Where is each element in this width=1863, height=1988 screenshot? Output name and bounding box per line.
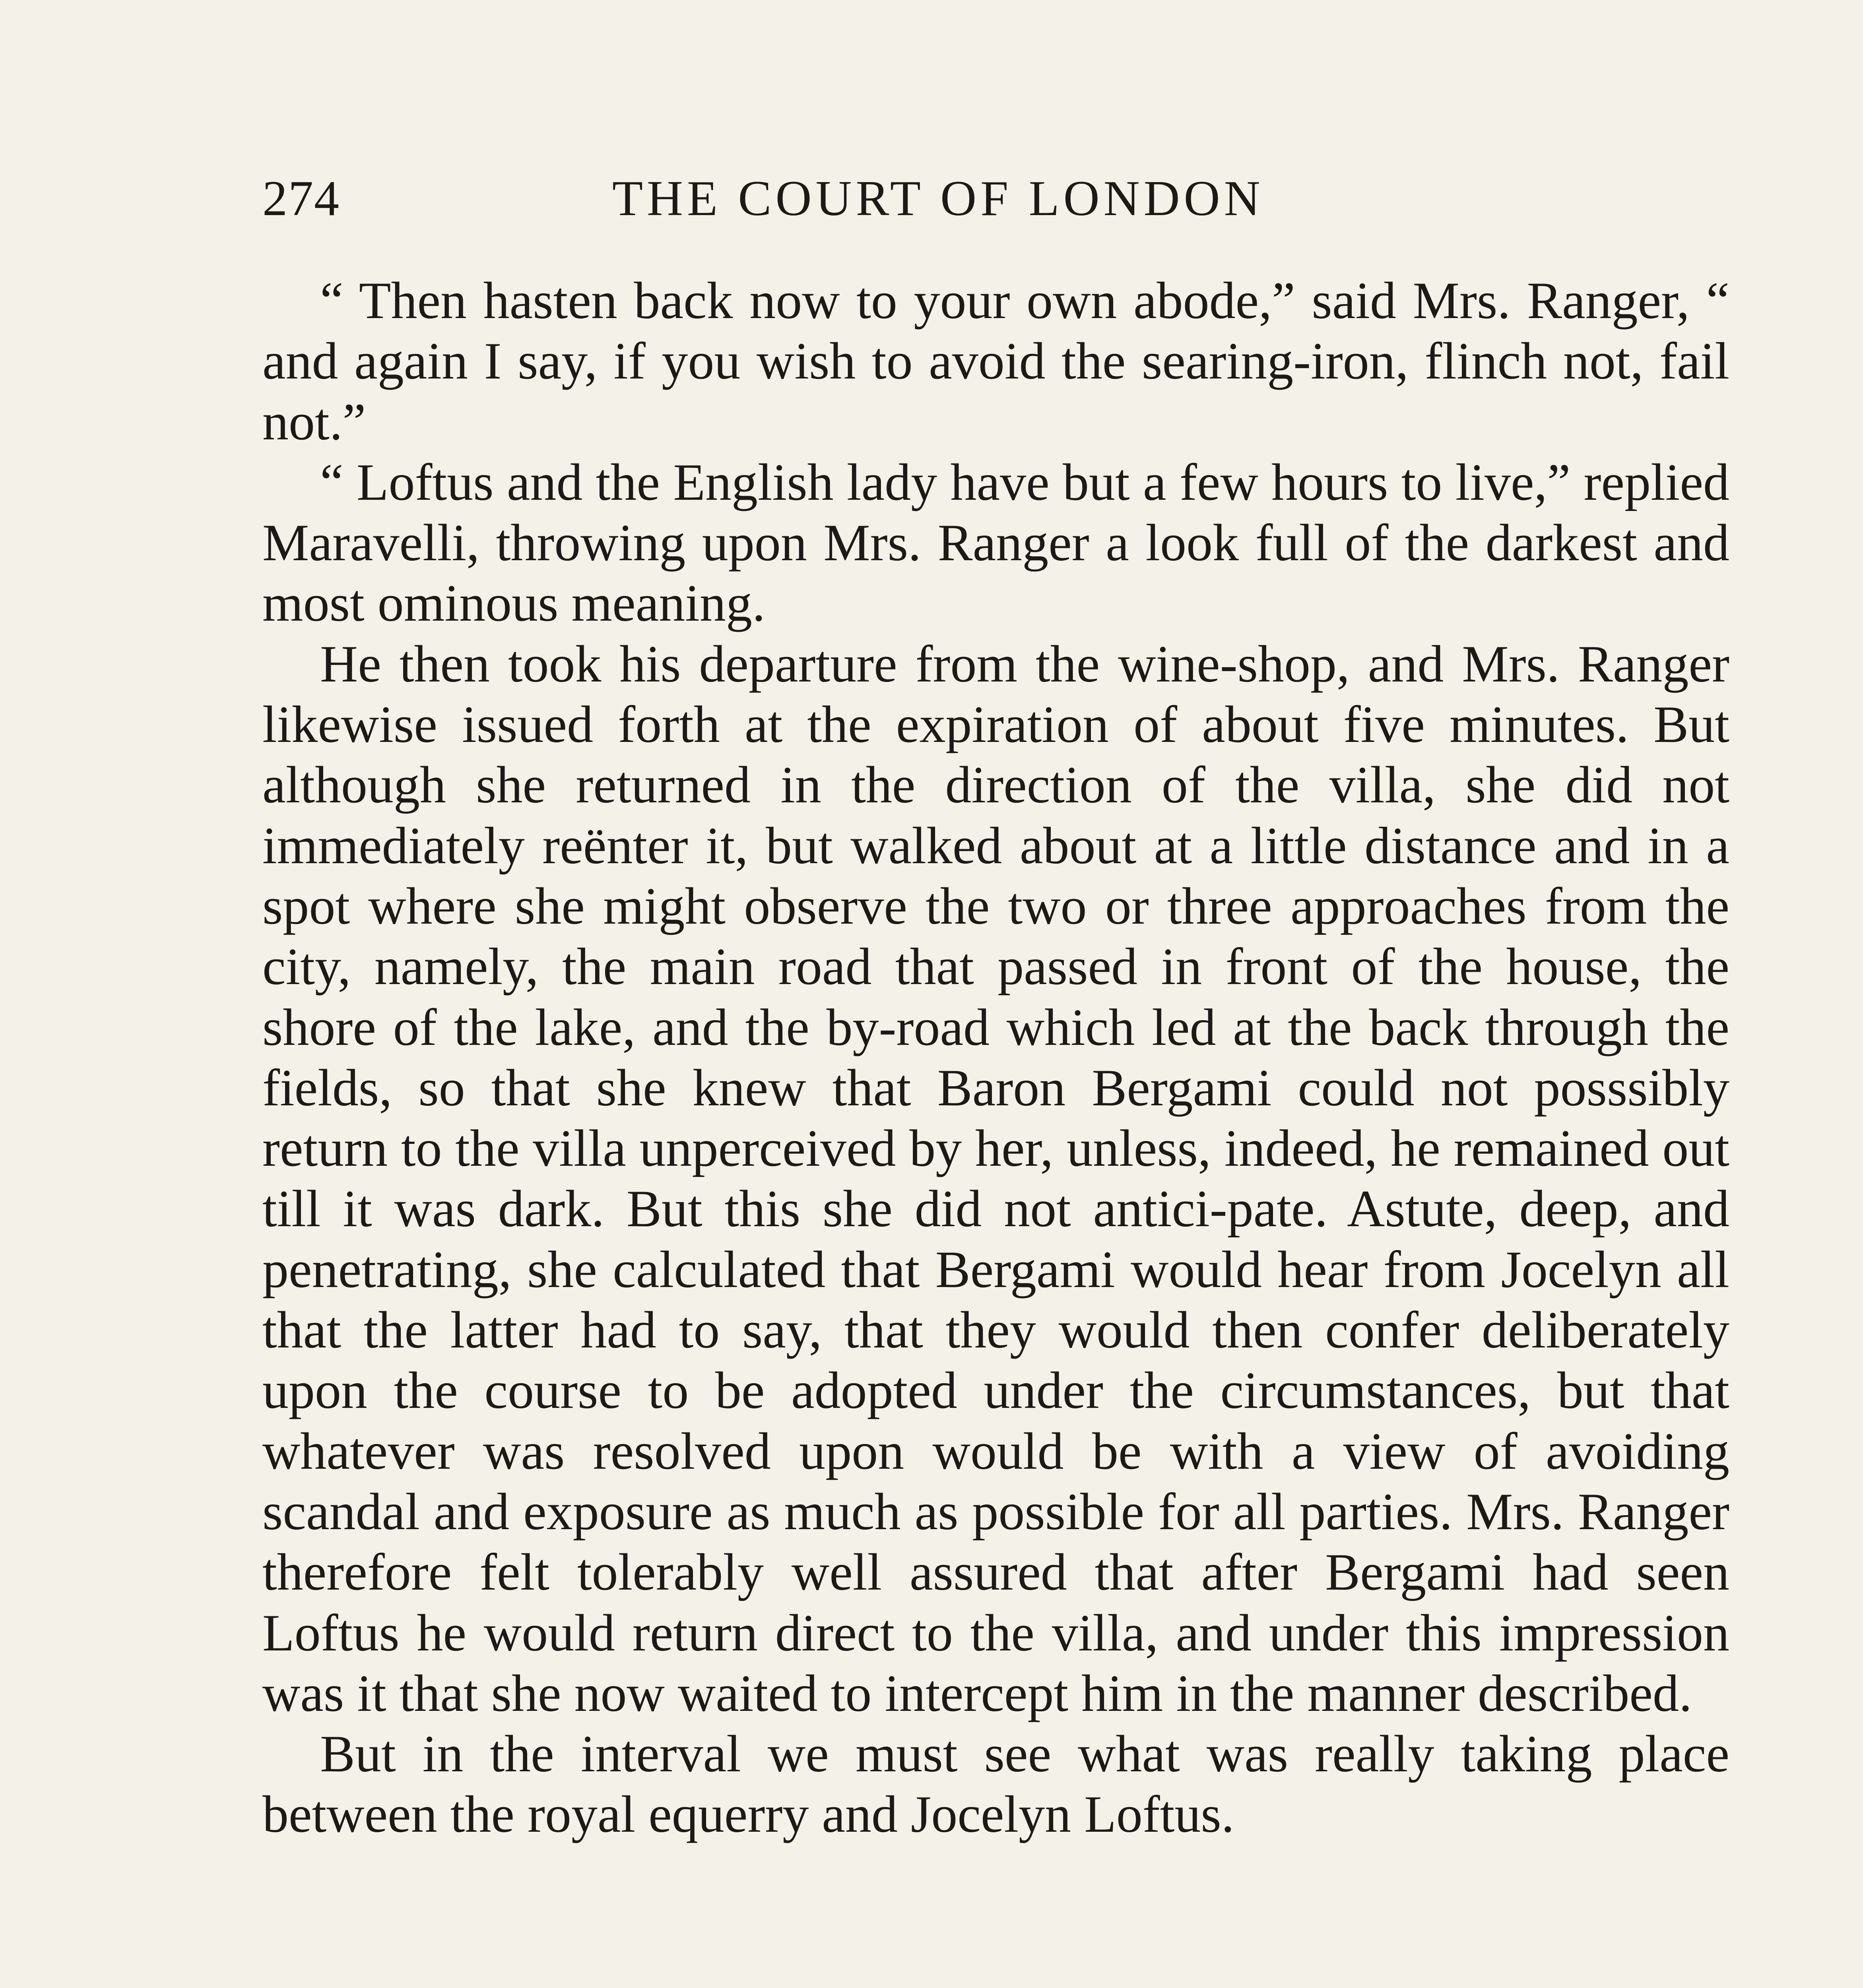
body-text — [262, 270, 1729, 1845]
running-title: THE COURT OF LONDON — [612, 171, 1264, 226]
paragraph: “ Loftus and the English lady have but a few hours to live,” replied Maravelli, throwing upon Mrs. Ranger a look full of the darkest and most ominous meaning. — [262, 452, 1729, 633]
running-head — [262, 159, 1729, 239]
page-number: 274 — [262, 171, 340, 226]
paragraph: “ Then hasten back now to your own abode,” said Mrs. Ranger, “ and again I say, if you wish to avoid the searing-iron, flinch not, fail not.” — [262, 271, 1729, 451]
paragraph: He then took his departure from the wine-shop, and Mrs. Ranger likewise issued forth at the expiration of about five minutes. But although she returned in the direction of the villa, she did not immediately reënter it, but walked about at a little distance and in a spot where she might observe the two or three approaches from the city, namely, the main road that passed in front of the house, the shore of the lake, and the by-road which led at the back through the fields, so that she knew that Baron Bergami could not posssibly return to the villa unperceived by her, unless, indeed, he remained out till it was dark. But this she did not antici-pate. Astute, deep, and penetrating, she calculated that Bergami would hear from Jocelyn all that the latter had to say, that they would then confer deliberately upon the course to be adopted under the circumstances, but that whatever was resolved upon would be with a view of avoiding scandal and exposure as much as possible for all parties. Mrs. Ranger therefore felt tolerably well assured that after Bergami had seen Loftus he would return direct to the villa, and under this impression was it that she now waited to intercept him in the manner described. — [262, 634, 1729, 1722]
paragraph: But in the interval we must see what was really taking place between the royal equerry and Jocelyn Loftus. — [262, 1724, 1729, 1844]
